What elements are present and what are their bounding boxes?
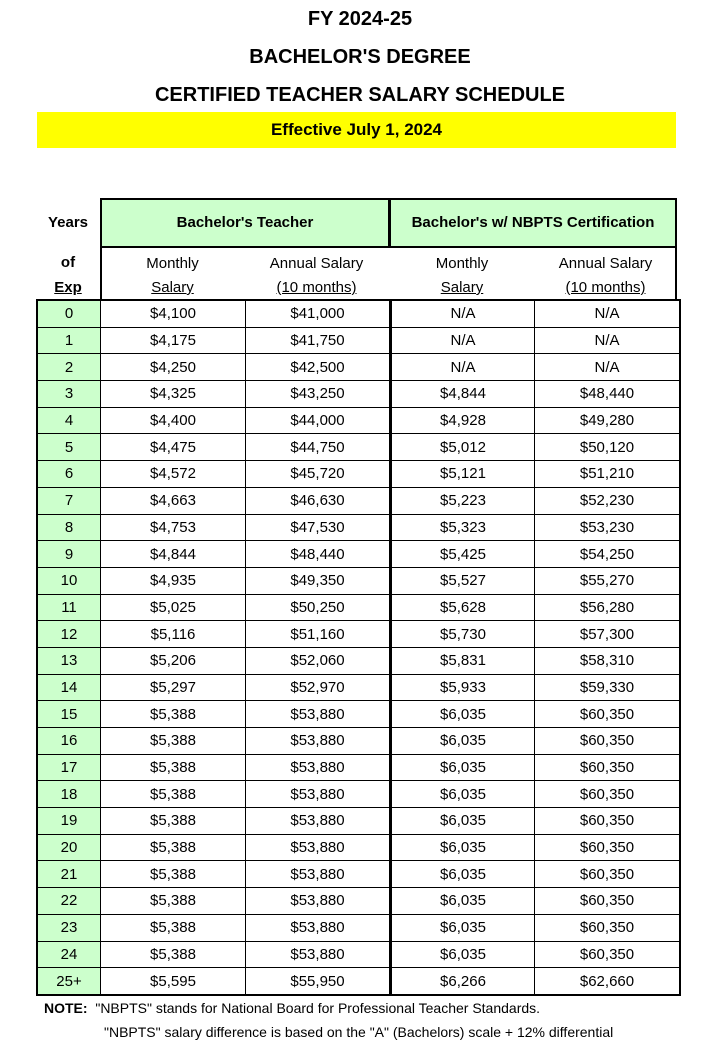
years-cell: 1 (37, 327, 101, 354)
nbpts-annual-cell: $62,660 (535, 968, 681, 995)
nbpts-annual-cell: $60,350 (535, 941, 681, 968)
years-cell: 14 (37, 674, 101, 701)
bachelors-monthly-cell: $4,400 (101, 407, 246, 434)
table-row (37, 434, 680, 461)
nbpts-annual-cell: $50,120 (535, 434, 681, 461)
years-cell: 3 (37, 381, 101, 408)
nbpts-annual-cell: N/A (535, 354, 681, 381)
table-row (37, 381, 680, 408)
nbpts-annual-cell: $60,350 (535, 861, 681, 888)
monthly-label: Monthly (146, 255, 199, 272)
bachelors-monthly-cell: $4,753 (101, 514, 246, 541)
table-row (37, 781, 680, 808)
bachelors-annual-cell: $46,630 (246, 487, 391, 514)
nbpts-annual-cell: $58,310 (535, 647, 681, 674)
table-row (37, 701, 680, 728)
bachelors-monthly-cell: $4,935 (101, 567, 246, 594)
bachelors-annual-cell: $41,000 (246, 300, 391, 327)
salary-label: Salary (440, 279, 484, 296)
bachelors-annual-cell: $49,350 (246, 567, 391, 594)
table-row (37, 941, 680, 968)
bachelors-monthly-cell: $5,388 (101, 754, 246, 781)
bachelors-monthly-cell: $5,388 (101, 701, 246, 728)
bachelors-annual-header (245, 250, 388, 300)
exp-header: Exp (54, 279, 82, 296)
years-cell: 11 (37, 594, 101, 621)
bachelors-monthly-cell: $5,025 (101, 594, 246, 621)
nbpts-annual-cell: $60,350 (535, 781, 681, 808)
bachelors-monthly-cell: $5,388 (101, 834, 246, 861)
table-row (37, 914, 680, 941)
nbpts-monthly-cell: $6,035 (391, 728, 535, 755)
bachelors-annual-cell: $55,950 (246, 968, 391, 995)
years-cell: 13 (37, 647, 101, 674)
bachelors-monthly-cell: $4,844 (101, 541, 246, 568)
years-header: Years (47, 214, 89, 231)
bachelors-monthly-cell: $4,325 (101, 381, 246, 408)
table-row (37, 407, 680, 434)
bachelors-annual-cell: $53,880 (246, 754, 391, 781)
nbpts-annual-cell: $51,210 (535, 461, 681, 488)
nbpts-monthly-cell: N/A (391, 354, 535, 381)
nbpts-annual-cell: $57,300 (535, 621, 681, 648)
table-row (37, 674, 680, 701)
bachelors-annual-cell: $53,880 (246, 888, 391, 915)
nbpts-annual-cell: N/A (535, 300, 681, 327)
bachelors-annual-cell: $45,720 (246, 461, 391, 488)
bachelors-monthly-cell: $5,595 (101, 968, 246, 995)
bachelors-monthly-cell: $5,388 (101, 781, 246, 808)
annual-salary-label: Annual Salary (269, 255, 364, 272)
bachelors-annual-cell: $53,880 (246, 728, 391, 755)
table-row (37, 487, 680, 514)
nbpts-monthly-cell: $5,730 (391, 621, 535, 648)
bachelors-annual-cell: $53,880 (246, 861, 391, 888)
nbpts-annual-cell: $60,350 (535, 914, 681, 941)
nbpts-monthly-cell: $5,527 (391, 567, 535, 594)
table-row (37, 327, 680, 354)
salary-table (36, 299, 681, 996)
table-row (37, 354, 680, 381)
nbpts-annual-cell: $56,280 (535, 594, 681, 621)
years-cell: 15 (37, 701, 101, 728)
table-row (37, 754, 680, 781)
nbpts-annual-cell: $55,270 (535, 567, 681, 594)
annual-salary-label: Annual Salary (558, 255, 653, 272)
bachelors-monthly-cell: $5,206 (101, 647, 246, 674)
bachelors-annual-cell: $53,880 (246, 781, 391, 808)
nbpts-monthly-cell: N/A (391, 327, 535, 354)
table-row (37, 888, 680, 915)
nbpts-monthly-cell: $6,035 (391, 834, 535, 861)
bachelors-monthly-cell: $5,388 (101, 861, 246, 888)
bachelors-monthly-cell: $5,116 (101, 621, 246, 648)
bachelors-monthly-cell: $5,388 (101, 808, 246, 835)
nbpts-monthly-cell: $6,035 (391, 861, 535, 888)
years-cell: 23 (37, 914, 101, 941)
of-header: of (60, 254, 76, 271)
bachelors-annual-cell: $53,880 (246, 701, 391, 728)
table-row (37, 567, 680, 594)
bachelors-monthly-cell: $4,175 (101, 327, 246, 354)
nbpts-annual-cell: $60,350 (535, 728, 681, 755)
bachelors-teacher-group-header: Bachelor's Teacher (100, 198, 389, 248)
years-cell: 8 (37, 514, 101, 541)
years-cell: 24 (37, 941, 101, 968)
bachelors-monthly-cell: $5,388 (101, 888, 246, 915)
bachelors-annual-cell: $43,250 (246, 381, 391, 408)
bachelors-monthly-cell: $4,572 (101, 461, 246, 488)
years-cell: 18 (37, 781, 101, 808)
nbpts-monthly-header (390, 250, 534, 300)
bachelors-annual-cell: $53,880 (246, 941, 391, 968)
bachelors-annual-cell: $52,060 (246, 647, 391, 674)
bachelors-annual-cell: $41,750 (246, 327, 391, 354)
years-cell: 16 (37, 728, 101, 755)
table-row (37, 808, 680, 835)
note-line-1: "NBPTS" stands for National Board for Professional Teacher Standards. (95, 1000, 541, 1016)
years-cell: 19 (37, 808, 101, 835)
nbpts-monthly-cell: $5,628 (391, 594, 535, 621)
table-row (37, 728, 680, 755)
years-cell: 0 (37, 300, 101, 327)
nbpts-monthly-cell: $6,035 (391, 781, 535, 808)
note-label: NOTE: (44, 1000, 88, 1016)
nbpts-monthly-cell: $6,035 (391, 888, 535, 915)
table-row (37, 541, 680, 568)
table-row (37, 647, 680, 674)
ten-months-label: (10 months) (565, 279, 646, 296)
years-cell: 20 (37, 834, 101, 861)
fiscal-year-title: FY 2024-25 (307, 8, 413, 30)
nbpts-monthly-cell: $6,035 (391, 808, 535, 835)
nbpts-monthly-cell: $6,035 (391, 941, 535, 968)
nbpts-annual-cell: $60,350 (535, 888, 681, 915)
nbpts-annual-cell: $48,440 (535, 381, 681, 408)
years-cell: 21 (37, 861, 101, 888)
note-section (44, 996, 613, 1044)
nbpts-monthly-cell: $5,831 (391, 647, 535, 674)
years-cell: 17 (37, 754, 101, 781)
years-cell: 10 (37, 567, 101, 594)
ten-months-label: (10 months) (276, 279, 357, 296)
bachelors-monthly-cell: $4,100 (101, 300, 246, 327)
degree-title: BACHELOR'S DEGREE (249, 46, 471, 68)
table-row (37, 861, 680, 888)
nbpts-group-header: Bachelor's w/ NBPTS Certification (389, 198, 677, 248)
years-cell: 5 (37, 434, 101, 461)
bachelors-annual-cell: $51,160 (246, 621, 391, 648)
nbpts-annual-cell: $59,330 (535, 674, 681, 701)
nbpts-annual-cell: $53,230 (535, 514, 681, 541)
nbpts-monthly-cell: $5,121 (391, 461, 535, 488)
nbpts-annual-cell: $49,280 (535, 407, 681, 434)
bachelors-monthly-cell: $4,250 (101, 354, 246, 381)
nbpts-monthly-cell: $5,425 (391, 541, 535, 568)
nbpts-monthly-cell: N/A (391, 300, 535, 327)
effective-date-banner: Effective July 1, 2024 (37, 112, 676, 148)
nbpts-annual-cell: $60,350 (535, 834, 681, 861)
years-cell: 9 (37, 541, 101, 568)
years-cell: 22 (37, 888, 101, 915)
bachelors-monthly-cell: $5,388 (101, 941, 246, 968)
nbpts-annual-header (534, 250, 677, 300)
years-cell: 2 (37, 354, 101, 381)
bachelors-annual-cell: $44,750 (246, 434, 391, 461)
years-cell: 4 (37, 407, 101, 434)
schedule-title: CERTIFIED TEACHER SALARY SCHEDULE (154, 84, 566, 106)
bachelors-monthly-cell: $5,388 (101, 914, 246, 941)
note-line-2: "NBPTS" salary difference is based on the "A" (Bachelors) scale + 12% differential (104, 1024, 614, 1040)
nbpts-annual-cell: $60,350 (535, 754, 681, 781)
monthly-label: Monthly (435, 255, 489, 272)
bachelors-annual-cell: $53,880 (246, 808, 391, 835)
table-row (37, 300, 680, 327)
table-row (37, 968, 680, 995)
bachelors-annual-cell: $42,500 (246, 354, 391, 381)
bachelors-monthly-cell: $4,475 (101, 434, 246, 461)
table-row (37, 594, 680, 621)
nbpts-annual-cell: $52,230 (535, 487, 681, 514)
nbpts-monthly-cell: $4,928 (391, 407, 535, 434)
bachelors-monthly-header (100, 250, 245, 300)
nbpts-monthly-cell: $5,223 (391, 487, 535, 514)
bachelors-annual-cell: $53,880 (246, 914, 391, 941)
table-row (37, 461, 680, 488)
nbpts-monthly-cell: $5,323 (391, 514, 535, 541)
bachelors-annual-cell: $52,970 (246, 674, 391, 701)
salary-label: Salary (151, 279, 194, 296)
bachelors-annual-cell: $44,000 (246, 407, 391, 434)
years-cell: 25+ (37, 968, 101, 995)
bachelors-annual-cell: $48,440 (246, 541, 391, 568)
years-cell: 12 (37, 621, 101, 648)
table-row (37, 514, 680, 541)
years-cell: 7 (37, 487, 101, 514)
bachelors-annual-cell: $47,530 (246, 514, 391, 541)
table-row (37, 834, 680, 861)
nbpts-monthly-cell: $6,266 (391, 968, 535, 995)
nbpts-monthly-cell: $6,035 (391, 701, 535, 728)
nbpts-annual-cell: $60,350 (535, 701, 681, 728)
nbpts-annual-cell: $54,250 (535, 541, 681, 568)
bachelors-annual-cell: $53,880 (246, 834, 391, 861)
nbpts-monthly-cell: $5,012 (391, 434, 535, 461)
bachelors-annual-cell: $50,250 (246, 594, 391, 621)
table-row (37, 621, 680, 648)
nbpts-monthly-cell: $4,844 (391, 381, 535, 408)
nbpts-monthly-cell: $6,035 (391, 754, 535, 781)
nbpts-annual-cell: N/A (535, 327, 681, 354)
bachelors-monthly-cell: $5,388 (101, 728, 246, 755)
nbpts-monthly-cell: $5,933 (391, 674, 535, 701)
years-cell: 6 (37, 461, 101, 488)
nbpts-annual-cell: $60,350 (535, 808, 681, 835)
nbpts-monthly-cell: $6,035 (391, 914, 535, 941)
bachelors-monthly-cell: $5,297 (101, 674, 246, 701)
bachelors-monthly-cell: $4,663 (101, 487, 246, 514)
